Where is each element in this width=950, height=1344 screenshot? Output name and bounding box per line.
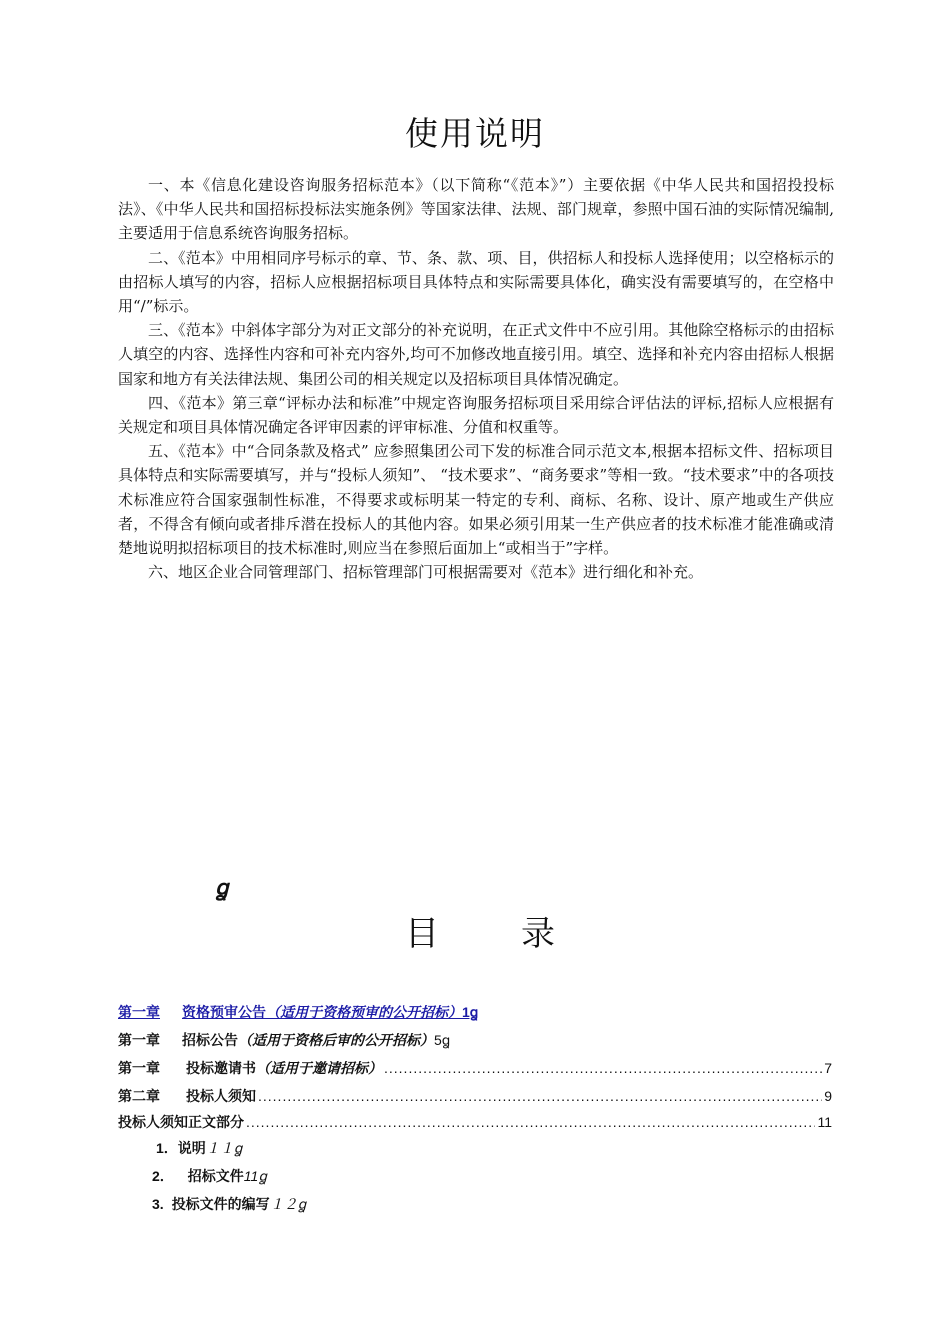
toc-entry-bid-preparation[interactable] [152,1194,832,1214]
toc-entry-bidder-instructions[interactable] [118,1086,832,1106]
toc-number: 3. [152,1196,164,1212]
toc-page: 7 [824,1060,832,1076]
toc-page: １１ꬶ [205,1140,243,1156]
toc-leader [384,1060,822,1076]
toc-entry-instructions-body[interactable] [118,1112,832,1132]
toc-chapter: 第一章 [118,1004,160,1020]
toc-page: 9 [824,1088,832,1104]
toc-name: 说明 [177,1140,206,1156]
page-title: 使用说明 [405,114,545,153]
toc-note: （适用于资格预审的公开招标） [266,1004,462,1020]
toc-leader [246,1114,815,1130]
toc-name: 招标公告 [182,1032,238,1048]
toc-entry-explanation[interactable] [156,1138,832,1158]
toc-name: 招标文件 [187,1168,244,1184]
toc-leader [258,1088,822,1104]
paragraph: 二、《范本》中用相同序号标示的章、节、条、款、项、目，供招标人和投标人选择使用；以空格标示的由招标人填写的内容，招标人应根据招标项目具体特点和实际需要具体化，确实没有需要填写的，在空格中用“/”标示。 [118,248,834,316]
paragraph: 六、地区企业合同管理部门、招标管理部门可根据需要对《范本》进行细化和补充。 [148,563,704,582]
toc-page: 1ꬶ [462,1004,479,1020]
toc-chapter: 第一章 [118,1032,160,1048]
paragraph-mark: ꬶ [215,876,229,901]
toc-title-left: 目 [405,914,439,954]
toc-number: 2． [152,1168,174,1184]
toc-note: （适用于资格后审的公开招标） [238,1032,434,1048]
toc-page: 5ꬶ [434,1032,451,1048]
paragraph: 一、本《信息化建设咨询服务招标范本》（以下简称“《范本》”）主要依据《中华人民共和国招投投标法》、《中华人民共和国招标投标法实施条例》等国家法律、法规、部门规章，参照中国石油的实际情况编制,主要适用于信息系统咨询服务招标。 [118,176,834,243]
toc-name: 资格预审公告 [182,1004,266,1020]
paragraph: 五、《范本》中“合同条款及格式” 应参照集团公司下发的标准合同示范文本,根据本招标文件、招标项目具体特点和实际需要填写，并与“投标人须知”、 “技术要求”、“商务要求”等相一致。“技术要求”中的各项技术标准应符合国家强制性标准，不得要求或标明某一特定的专利、商标、名称、设计、原产地或生产供应者，不得含有倾向或者排斥潜在投标人的其他内容。如果必须引用某一生产供应者的技术标准才能准确或清楚地说明拟招标项目的技术标准时,则应当在参照后面加上“或相当于”字样。 [118,442,834,558]
paragraph: 三、《范本》中斜体字部分为对正文部分的补充说明，在正式文件中不应引用。其他除空格标示的由招标人填空的内容、选择性内容和可补充内容外,均可不加修改地直接引用。填空、选择和补充内容由招标人根据国家和地方有关法律法规、集团公司的相关规定以及招标项目具体情况确定。 [118,321,834,388]
toc-name: 投标邀请书 [186,1060,256,1076]
toc-note: （适用于邀请招标） [256,1060,382,1076]
toc-title-right: 录 [521,914,555,954]
toc-entry-tender-notice[interactable] [118,1030,832,1050]
paragraph: 四、《范本》第三章“评标办法和标准”中规定咨询服务招标项目采用综合评估法的评标,招标人应根据有关规定和项目具体情况确定各评审因素的评审标准、分值和权重等。 [118,393,834,437]
toc-chapter: 第二章 [118,1088,160,1104]
usage-instructions [118,173,834,584]
toc-page: １２ꬶ [269,1196,307,1212]
toc-entry-tender-documents[interactable] [152,1166,832,1186]
toc-entry-invitation[interactable] [118,1058,832,1078]
toc-name: 投标人须知 [186,1088,256,1104]
toc-number: 1． [156,1140,178,1156]
toc-entry-prequalification-notice[interactable] [118,1002,832,1022]
toc-name: 投标文件的编写 [171,1196,270,1212]
toc-name: 投标人须知正文部分 [118,1114,244,1130]
toc-page: 11 [817,1114,832,1130]
toc-title [405,906,555,955]
toc-page: 11ꬶ [243,1168,267,1184]
toc-chapter: 第一章 [118,1060,160,1076]
